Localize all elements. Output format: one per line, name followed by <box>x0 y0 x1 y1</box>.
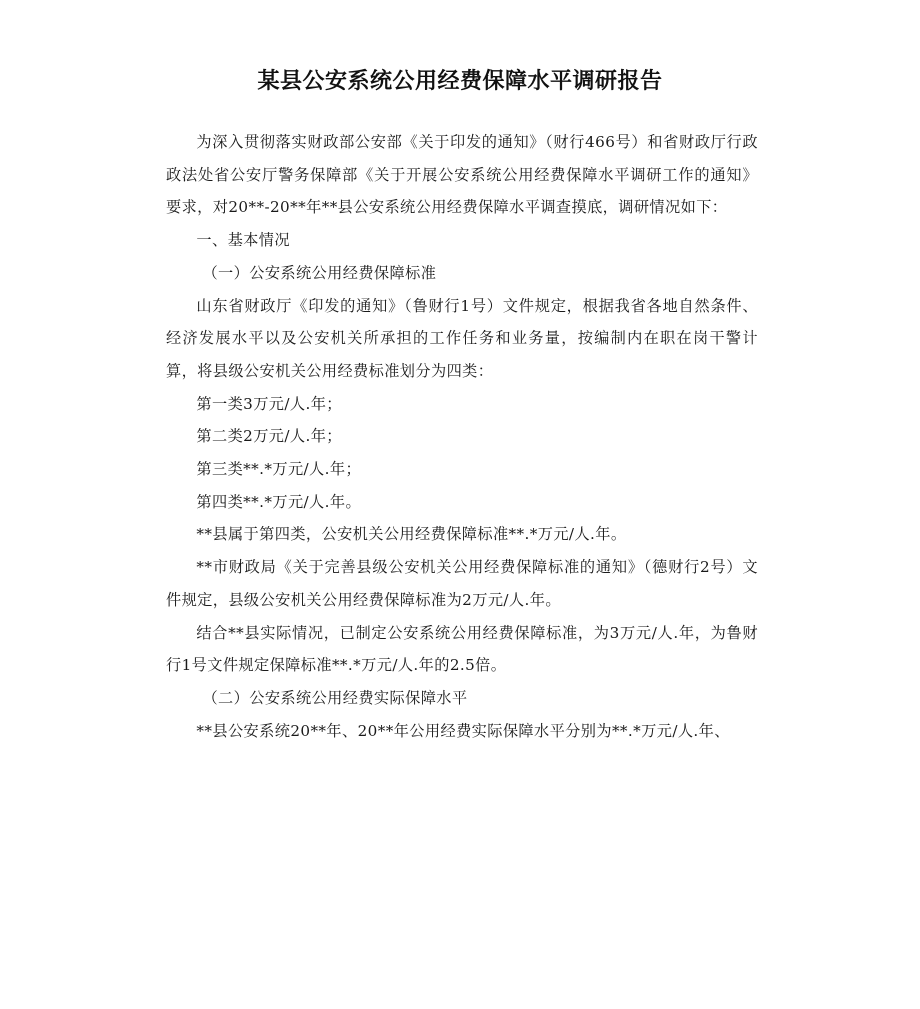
paragraph-city-rule: **市财政局《关于完善县级公安机关公用经费保障标准的通知》（德财行2号）文件规定，县级公安机关公用经费保障标准为2万元/人.年。 <box>166 558 758 609</box>
paragraph-provincial-rule: 山东省财政厅《印发的通知》（鲁财行1号）文件规定，根据我省各地自然条件、经济发展水平以及公安机关所承担的工作任务和业务量，按编制内在职在岗干警计算，将县级公安机关公用经费标准划分为四类： <box>166 296 758 380</box>
subsection-heading-standard: （一）公安系统公用经费保障标准 <box>202 263 437 282</box>
list-item-category-1: 第一类3万元/人.年； <box>196 394 342 413</box>
document-title: 某县公安系统公用经费保障水平调研报告 <box>257 69 663 94</box>
paragraph-intro: 为深入贯彻落实财政部公安部《关于印发的通知》（财行466号）和省财政厅行政政法处省公安厅警务保障部《关于开展公安系统公用经费保障水平调研工作的通知》要求，对20**-20**年**县公安系统公用经费保障水平调查摸底，调研情况如下： <box>166 133 758 217</box>
document-body <box>166 126 758 747</box>
list-item-category-2: 第二类2万元/人.年； <box>196 427 342 446</box>
paragraph-actual-level: **县公安系统20**年、20**年公用经费实际保障水平分别为**.*万元/人.年、 <box>196 721 730 740</box>
paragraph-county-category: **县属于第四类，公安机关公用经费保障标准**.*万元/人.年。 <box>196 525 627 544</box>
list-item-category-3: 第三类**.*万元/人.年； <box>196 460 362 479</box>
paragraph-county-standard: 结合**县实际情况，已制定公安系统公用经费保障标准，为3万元/人.年，为鲁财行1号文件规定保障标准**.*万元/人.年的2.5倍。 <box>166 623 758 675</box>
list-item-category-4: 第四类**.*万元/人.年。 <box>196 492 362 511</box>
subsection-heading-actual-level: （二）公安系统公用经费实际保障水平 <box>202 688 468 707</box>
section-heading-basic-situation: 一、基本情况 <box>196 231 290 250</box>
